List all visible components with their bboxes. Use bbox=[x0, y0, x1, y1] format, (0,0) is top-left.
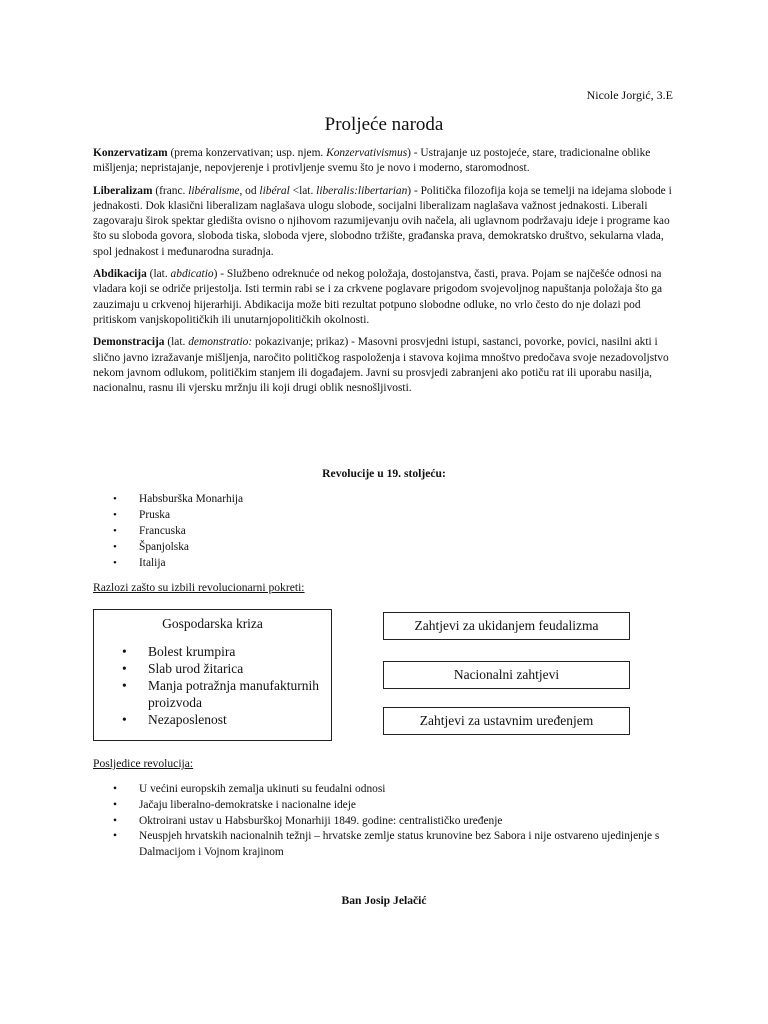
definition-term: Konzervatizam bbox=[93, 147, 168, 159]
page-title: Proljeće naroda bbox=[324, 114, 444, 135]
list-item: • Neuspjeh hrvatskih nacionalnih težnji – hrvatske zemlje status krunovine bez Sabora i nije ostvareno ujedinjenje s Dalmacijom i Vojnom krajinom bbox=[113, 829, 673, 861]
demand-box-constitution: Zahtjevi za ustavnim uređenjem bbox=[383, 707, 630, 735]
box-title: Gospodarska kriza bbox=[162, 616, 263, 631]
list-item: • Bolest krumpira bbox=[122, 643, 331, 660]
author-line: Nicole Jorgić, 3.E bbox=[586, 88, 673, 102]
crisis-list bbox=[122, 643, 331, 728]
jelacic-title: Ban Josip Jelačić bbox=[341, 894, 427, 907]
reasons-heading: Razlozi zašto su izbili revolucionarni pokreti: bbox=[93, 581, 305, 594]
list-item: • Oktroirani ustav u Habsburškoj Monarhiji 1849. godine: centralističko uređenje bbox=[113, 814, 673, 830]
list-item: • Manja potražnja manufakturnih proizvoda bbox=[122, 677, 331, 711]
definitions bbox=[93, 146, 677, 403]
countries-list bbox=[113, 491, 243, 571]
definition-demonstracija: Demonstracija (lat. demonstratio: pokazivanje; prikaz) - Masovni prosvjedni istupi, sastanci, povorke, povici, nasilni akti i slično javno izražavanje mišljenja, naročito političkog raspoloženja i stavova kojima mnoštvo predočava svoje nezadovoljstvo nekom javnom odlukom, političkim stanjem ili događajem. Javni su prosvjedi zabranjeni ako potiču rat ili uporabu nasilja, nacionalnu, rasnu ili vjersku mržnju ili koji drugi oblik nesnošljivosti. bbox=[93, 336, 669, 395]
list-item: • Jačaju liberalno-demokratske i nacionalne ideje bbox=[113, 798, 673, 814]
list-item: • Nezaposlenost bbox=[122, 711, 331, 728]
demand-box-national: Nacionalni zahtjevi bbox=[383, 661, 630, 689]
definition-term: Demonstracija bbox=[93, 336, 165, 349]
definition-konzervatizam: Konzervatizam (prema konzervativan; usp. njem. Konzervativismus) - Ustrajanje uz postojeće, stare, tradicionalne oblike mišljenja; nepristajanje, nepovjerenje i protivljenje svemu što je novo i moderno, staromodnost. bbox=[93, 147, 651, 175]
definition-liberalizam: Liberalizam (franc. libéralisme, od libéral <lat. liberalis:libertarian) - Politička filozofija koja se temelji na idejama slobode i jednakosti. Dok klasični liberalizam naglašava ulogu slobode, socijalni liberalizam naglašava važnost jednakosti. Liberali zagovaraju širok spektar gledišta ovisno o njihovom razumijevanju ovih načela, ali uglavnom podržavaju ideje i programe kao što su sloboda govora, sloboda tiska, sloboda vjere, slobodno tržište, građanska prava, demokratsko društvo, sekularna vlada, spol jednakost i međunarodna suradnja. bbox=[93, 184, 672, 258]
consequences-list bbox=[113, 782, 673, 861]
list-item: • Francuska bbox=[113, 523, 243, 539]
list-item: • Španjolska bbox=[113, 539, 243, 555]
list-item: • Slab urod žitarica bbox=[122, 660, 331, 677]
list-item: • Pruska bbox=[113, 507, 243, 523]
demand-box-feudalism: Zahtjevi za ukidanjem feudalizma bbox=[383, 612, 630, 640]
revolutions-title: Revolucije u 19. stoljeću: bbox=[322, 467, 446, 480]
list-item: • Italija bbox=[113, 555, 243, 571]
list-item: • U većini europskih zemalja ukinuti su feudalni odnosi bbox=[113, 782, 673, 798]
definition-abdikacija: Abdikacija (lat. abdicatio) - Službeno odreknuće od nekog položaja, dostojanstva, časti, prava. Pojam se najčešće odnosi na vladara koji se odriče prijestolja. Isti termin rabi se i za crkvene poglavare prigodom svojevoljnog napuštanja položaja što ga zauzimaju u crkvenoj hijerarhiji. Abdikacija može biti rezultat potpuno slobodne odluke, no vrlo često do nje dolazi pod pritiskom vanjskopolitičkih ili unutarnjopolitičkih okolnosti. bbox=[93, 268, 663, 326]
list-item: • Habsburška Monarhija bbox=[113, 491, 243, 507]
definition-term: Abdikacija bbox=[93, 268, 147, 281]
economic-crisis-box bbox=[93, 609, 332, 741]
consequences-heading: Posljedice revolucija: bbox=[93, 757, 194, 770]
definition-term: Liberalizam bbox=[93, 184, 153, 197]
